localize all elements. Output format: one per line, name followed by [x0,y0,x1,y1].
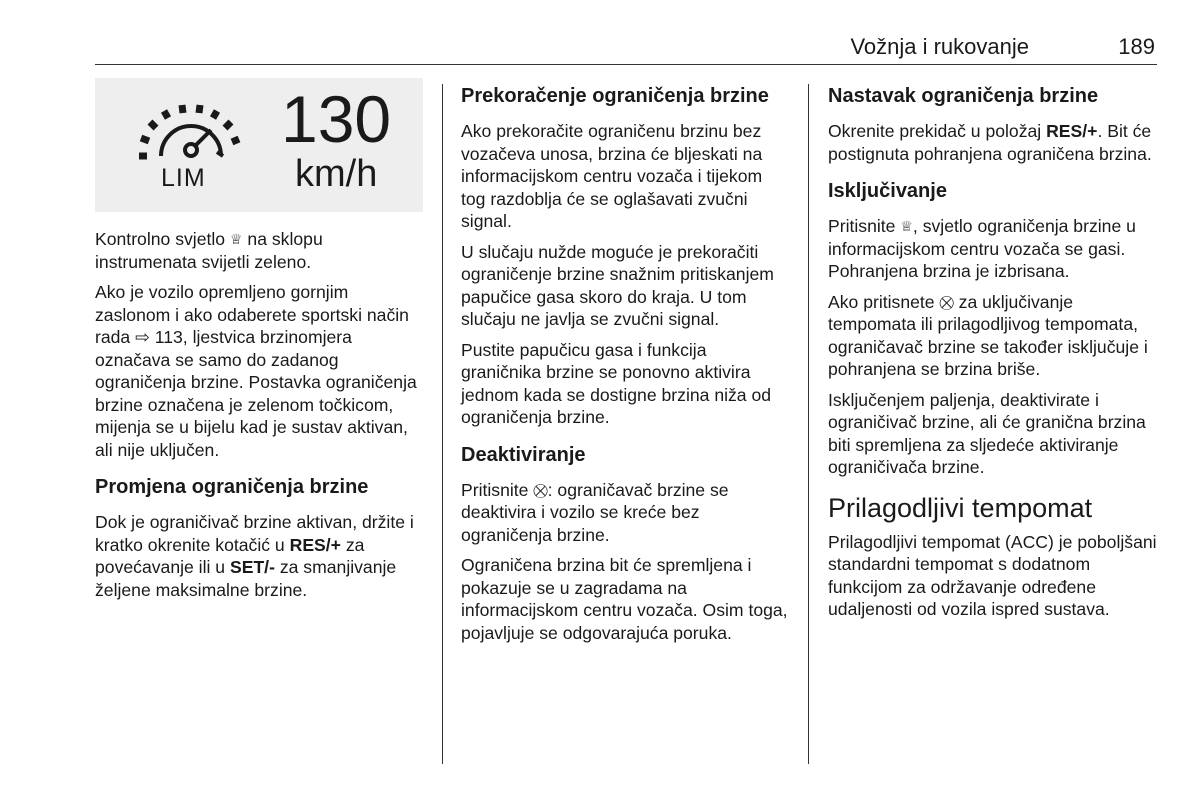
text: na sklopu instrumenata svijetli zeleno. [95,229,323,272]
text: Ako je vozilo opremljeno gornjim zaslonom i ako odaberete sportski način rada [95,282,409,347]
cancel-icon: ⛒ [533,481,548,498]
paragraph: U slučaju nužde moguće je prekoračiti ograničenje brzine snažnim pritiskanjem papučice gasa skoro do kraja. U tom slučaju ne javlja se zvučni signal. [461,241,774,329]
section-title: Vožnja i rukovanje [850,34,1029,59]
text: : ograničavač brzine se deaktivira i vozilo se kreće bez ograničenja brzine. [461,479,729,545]
paragraph [828,215,1158,283]
text: . Bit će postignuta pohranjena ograničena brzina. [828,121,1152,164]
text: za uključivanje tempomata ili prilagodljivog tempomata, ograničavač brzine se također isključuje i pohranjena se brzina briše. [828,291,1148,379]
paragraph [461,479,791,547]
paragraph [95,281,425,461]
column-divider [442,84,443,764]
section-heading: Deaktiviranje [461,443,586,466]
text: Pritisnite [828,216,901,236]
cruise-control-icon: ⛒ [939,293,954,310]
text: Kontrolno svjetlo [95,229,230,249]
text: Dok je ograničivač brzine aktivan, držite i kratko okrenite kotačić u [95,512,414,555]
paragraph: Prilagodljivi tempomat (ACC) je poboljšani standardni tempomat s dodatnom funkcijom za održavanje određene udaljenosti od vozila ispred sustava. [828,531,1157,619]
section-heading: Prekoračenje ograničenja brzine [461,85,769,107]
section-heading: Nastavak ograničenja brzine [828,85,1099,107]
paragraph [828,120,1158,165]
paragraph: Ako prekoračite ograničenu brzinu bez vozačeva unosa, brzina će bljeskati na informacijskom centru vozača i tijekom tog razdoblja će se oglašavati zvučni signal. [461,121,763,231]
text: Okrenite prekidač u položaj [828,121,1047,141]
text: Ako pritisnete [828,291,940,312]
page-reference-icon: ⇨ [135,327,150,347]
speed-limiter-display-figure [95,78,423,212]
text: , svjetlo ograničenja brzine u informacijskom centru vozača se gasi. Pohranjena brzina je izbrisana. [828,216,1136,281]
section-heading: Promjena ograničenja brzine [95,476,369,498]
speed-limiter-icon: ♕ [900,218,913,234]
chapter-heading: Prilagodljivi tempomat [828,492,1093,523]
paragraph [828,291,1158,381]
paragraph: Ograničena brzina bit će spremljena i pokazuje se u zagradama na informacijskom centru vozača. Osim toga, pojavljuje se odgovarajuća poruka. [461,555,788,643]
set-label: SET/- [229,557,275,577]
page-header [95,30,1157,65]
text: za povećavanje ili u [95,534,365,577]
paragraph: Isključenjem paljenja, deaktivirate i ograničivač brzine, ali će granična brzina biti spremljena za sljedeće aktiviranje ograničivača brzine. [828,389,1146,477]
text: za smanjivanje željene maksimalne brzine. [95,557,397,600]
text: Pritisnite [461,479,534,500]
column-divider [808,84,809,764]
text: 113, ljestvica brzinomjera označava se samo do zadanog ograničenja brzine. Postavka ograničenja brzine označena je zelenom točkicom, mijenja se u bijelu kad je sustav aktivan, ali nije uključen. [95,327,417,460]
paragraph [95,228,425,273]
column-left [95,78,425,609]
page-number: 189 [1118,34,1155,59]
column-middle [461,84,791,652]
section-heading: Isključivanje [828,180,947,202]
paragraph: Pustite papučicu gasa i funkcija graničnika brzine se ponovno aktivira jednom kada se dostigne brzina niža od ograničenja brzine. [461,339,772,427]
paragraph [95,511,425,601]
res-label: RES/+ [289,534,341,555]
column-right [828,84,1158,629]
res-label: RES/+ [1046,121,1098,141]
lim-label: LIM [161,164,206,192]
speed-unit: km/h [295,153,378,195]
speed-value: 130 [281,82,392,156]
speed-limiter-icon: ♕ [229,231,243,247]
